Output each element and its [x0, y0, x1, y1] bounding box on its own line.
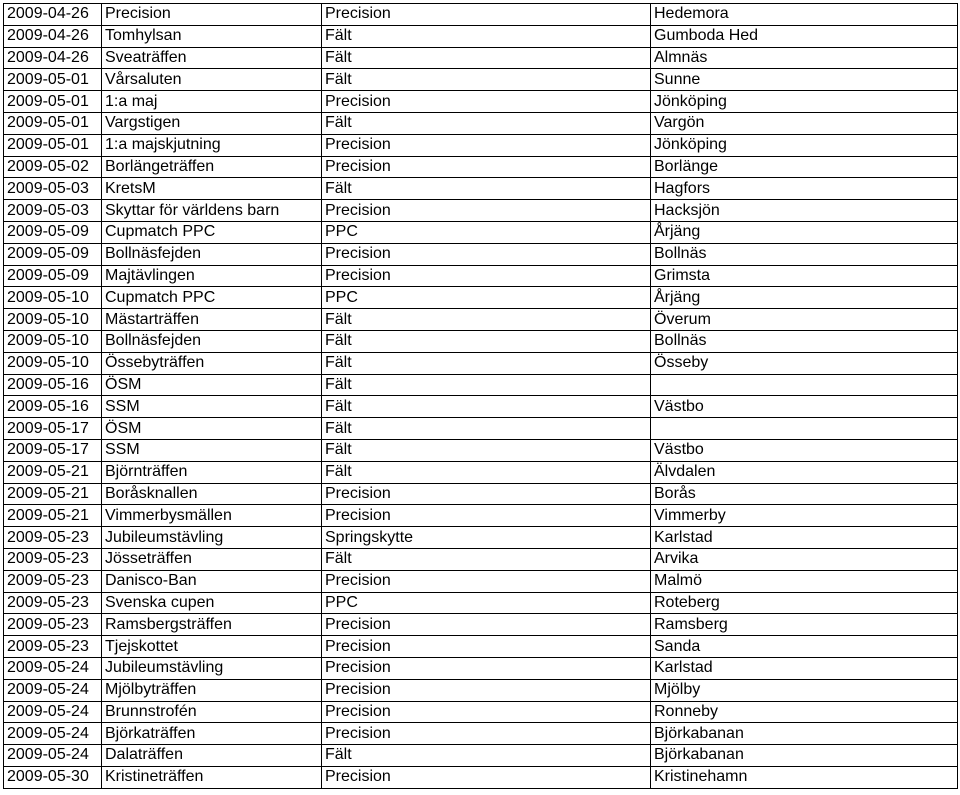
- event-place-cell: Västbo: [651, 396, 958, 418]
- event-type-cell: PPC: [322, 592, 651, 614]
- event-name-cell: Borlängeträffen: [102, 156, 322, 178]
- event-date-cell: 2009-05-03: [4, 178, 102, 200]
- event-type-cell: Fält: [322, 112, 651, 134]
- table-row: [4, 527, 958, 549]
- event-date-cell: 2009-05-24: [4, 745, 102, 767]
- event-type-cell: Precision: [322, 4, 651, 26]
- event-date-cell: 2009-05-21: [4, 483, 102, 505]
- event-type-cell: Fält: [322, 396, 651, 418]
- event-type-cell: PPC: [322, 287, 651, 309]
- event-place-cell: Almnäs: [651, 47, 958, 69]
- event-date-cell: 2009-04-26: [4, 4, 102, 26]
- table-row: [4, 352, 958, 374]
- event-type-cell: Precision: [322, 766, 651, 788]
- event-date-cell: 2009-05-09: [4, 243, 102, 265]
- event-place-cell: Malmö: [651, 570, 958, 592]
- event-date-cell: 2009-05-21: [4, 505, 102, 527]
- table-row: [4, 679, 958, 701]
- event-type-cell: Precision: [322, 614, 651, 636]
- table-row: [4, 636, 958, 658]
- event-date-cell: 2009-05-02: [4, 156, 102, 178]
- event-name-cell: Svenska cupen: [102, 592, 322, 614]
- events-table: [3, 3, 958, 789]
- event-date-cell: 2009-05-23: [4, 636, 102, 658]
- event-type-cell: Fält: [322, 439, 651, 461]
- event-place-cell: Bollnäs: [651, 330, 958, 352]
- event-name-cell: Bollnäsfejden: [102, 243, 322, 265]
- event-name-cell: Ramsbergsträffen: [102, 614, 322, 636]
- event-name-cell: Björnträffen: [102, 461, 322, 483]
- event-date-cell: 2009-05-23: [4, 570, 102, 592]
- event-type-cell: Precision: [322, 91, 651, 113]
- event-place-cell: Kristinehamn: [651, 766, 958, 788]
- event-name-cell: Björkaträffen: [102, 723, 322, 745]
- table-row: [4, 374, 958, 396]
- table-row: [4, 505, 958, 527]
- event-date-cell: 2009-05-17: [4, 439, 102, 461]
- event-place-cell: Bollnäs: [651, 243, 958, 265]
- event-date-cell: 2009-05-23: [4, 527, 102, 549]
- event-place-cell: Årjäng: [651, 221, 958, 243]
- event-date-cell: 2009-04-26: [4, 25, 102, 47]
- table-row: [4, 69, 958, 91]
- table-row: [4, 309, 958, 331]
- event-type-cell: Precision: [322, 570, 651, 592]
- event-type-cell: Springskytte: [322, 527, 651, 549]
- table-row: [4, 723, 958, 745]
- event-type-cell: Fält: [322, 309, 651, 331]
- table-row: [4, 287, 958, 309]
- table-row: [4, 112, 958, 134]
- event-date-cell: 2009-05-10: [4, 330, 102, 352]
- event-name-cell: Jösseträffen: [102, 548, 322, 570]
- table-row: [4, 483, 958, 505]
- table-row: [4, 330, 958, 352]
- table-row: [4, 766, 958, 788]
- event-name-cell: Vimmerbysmällen: [102, 505, 322, 527]
- event-type-cell: Precision: [322, 657, 651, 679]
- table-row: [4, 396, 958, 418]
- event-name-cell: SSM: [102, 396, 322, 418]
- event-name-cell: Danisco-Ban: [102, 570, 322, 592]
- event-type-cell: Fält: [322, 461, 651, 483]
- event-place-cell: Västbo: [651, 439, 958, 461]
- event-place-cell: Jönköping: [651, 91, 958, 113]
- event-name-cell: Tomhylsan: [102, 25, 322, 47]
- event-name-cell: Vargstigen: [102, 112, 322, 134]
- table-row: [4, 47, 958, 69]
- event-date-cell: 2009-05-16: [4, 374, 102, 396]
- event-name-cell: 1:a maj: [102, 91, 322, 113]
- event-name-cell: Brunnstrofén: [102, 701, 322, 723]
- event-name-cell: Kristineträffen: [102, 766, 322, 788]
- event-date-cell: 2009-05-23: [4, 548, 102, 570]
- event-place-cell: Hedemora: [651, 4, 958, 26]
- event-type-cell: Fält: [322, 548, 651, 570]
- table-row: [4, 592, 958, 614]
- event-place-cell: Överum: [651, 309, 958, 331]
- table-row: [4, 156, 958, 178]
- event-date-cell: 2009-05-16: [4, 396, 102, 418]
- event-date-cell: 2009-05-10: [4, 352, 102, 374]
- event-place-cell: Sanda: [651, 636, 958, 658]
- event-name-cell: SSM: [102, 439, 322, 461]
- event-date-cell: 2009-05-24: [4, 723, 102, 745]
- event-date-cell: 2009-05-01: [4, 69, 102, 91]
- table-row: [4, 461, 958, 483]
- event-type-cell: Fält: [322, 374, 651, 396]
- event-date-cell: 2009-05-21: [4, 461, 102, 483]
- event-date-cell: 2009-05-01: [4, 91, 102, 113]
- event-name-cell: Cupmatch PPC: [102, 221, 322, 243]
- table-row: [4, 4, 958, 26]
- event-type-cell: Fält: [322, 47, 651, 69]
- event-place-cell: Borås: [651, 483, 958, 505]
- event-type-cell: Fält: [322, 69, 651, 91]
- event-place-cell: Karlstad: [651, 657, 958, 679]
- table-row: [4, 243, 958, 265]
- event-place-cell: Jönköping: [651, 134, 958, 156]
- event-place-cell: Älvdalen: [651, 461, 958, 483]
- event-date-cell: 2009-05-24: [4, 701, 102, 723]
- event-date-cell: 2009-05-10: [4, 287, 102, 309]
- table-row: [4, 265, 958, 287]
- table-row: [4, 418, 958, 440]
- event-name-cell: Össebyträffen: [102, 352, 322, 374]
- table-row: [4, 745, 958, 767]
- event-type-cell: Precision: [322, 265, 651, 287]
- table-row: [4, 657, 958, 679]
- event-date-cell: 2009-05-23: [4, 592, 102, 614]
- event-place-cell: Roteberg: [651, 592, 958, 614]
- event-place-cell: Borlänge: [651, 156, 958, 178]
- event-type-cell: Precision: [322, 483, 651, 505]
- table-row: [4, 221, 958, 243]
- event-place-cell: Årjäng: [651, 287, 958, 309]
- event-date-cell: 2009-05-09: [4, 221, 102, 243]
- event-name-cell: Dalaträffen: [102, 745, 322, 767]
- event-type-cell: Precision: [322, 156, 651, 178]
- event-date-cell: 2009-05-10: [4, 309, 102, 331]
- event-type-cell: PPC: [322, 221, 651, 243]
- event-type-cell: Precision: [322, 134, 651, 156]
- event-date-cell: 2009-05-30: [4, 766, 102, 788]
- table-row: [4, 570, 958, 592]
- table-row: [4, 91, 958, 113]
- event-type-cell: Fält: [322, 178, 651, 200]
- event-name-cell: Boråsknallen: [102, 483, 322, 505]
- event-name-cell: Skyttar för världens barn: [102, 200, 322, 222]
- event-type-cell: Precision: [322, 701, 651, 723]
- event-name-cell: Jubileumstävling: [102, 527, 322, 549]
- table-row: [4, 548, 958, 570]
- table-row: [4, 134, 958, 156]
- event-type-cell: Fält: [322, 25, 651, 47]
- event-type-cell: Fält: [322, 418, 651, 440]
- table-row: [4, 439, 958, 461]
- table-row: [4, 25, 958, 47]
- event-name-cell: Sveaträffen: [102, 47, 322, 69]
- event-name-cell: Cupmatch PPC: [102, 287, 322, 309]
- event-date-cell: 2009-04-26: [4, 47, 102, 69]
- event-name-cell: Mjölbyträffen: [102, 679, 322, 701]
- event-name-cell: Tjejskottet: [102, 636, 322, 658]
- event-type-cell: Precision: [322, 636, 651, 658]
- event-place-cell: Mjölby: [651, 679, 958, 701]
- event-place-cell: Ronneby: [651, 701, 958, 723]
- event-name-cell: KretsM: [102, 178, 322, 200]
- event-place-cell: Björkabanan: [651, 745, 958, 767]
- table-row: [4, 614, 958, 636]
- event-name-cell: Bollnäsfejden: [102, 330, 322, 352]
- table-row: [4, 200, 958, 222]
- table-row: [4, 701, 958, 723]
- event-date-cell: 2009-05-01: [4, 112, 102, 134]
- event-date-cell: 2009-05-24: [4, 657, 102, 679]
- event-place-cell: Össeby: [651, 352, 958, 374]
- event-place-cell: Grimsta: [651, 265, 958, 287]
- event-type-cell: Fält: [322, 330, 651, 352]
- event-place-cell: Vimmerby: [651, 505, 958, 527]
- event-type-cell: Fält: [322, 352, 651, 374]
- event-date-cell: 2009-05-01: [4, 134, 102, 156]
- event-date-cell: 2009-05-17: [4, 418, 102, 440]
- event-name-cell: Majtävlingen: [102, 265, 322, 287]
- event-place-cell: Ramsberg: [651, 614, 958, 636]
- event-date-cell: 2009-05-24: [4, 679, 102, 701]
- event-place-cell: Karlstad: [651, 527, 958, 549]
- event-name-cell: Precision: [102, 4, 322, 26]
- event-place-cell: Sunne: [651, 69, 958, 91]
- event-place-cell: Arvika: [651, 548, 958, 570]
- event-place-cell: Hagfors: [651, 178, 958, 200]
- event-date-cell: 2009-05-03: [4, 200, 102, 222]
- event-place-cell: Björkabanan: [651, 723, 958, 745]
- event-name-cell: Jubileumstävling: [102, 657, 322, 679]
- event-date-cell: 2009-05-09: [4, 265, 102, 287]
- event-place-cell: Hacksjön: [651, 200, 958, 222]
- events-table-body: [4, 4, 958, 789]
- event-type-cell: Precision: [322, 243, 651, 265]
- event-place-cell: Vargön: [651, 112, 958, 134]
- event-type-cell: Precision: [322, 723, 651, 745]
- event-type-cell: Precision: [322, 505, 651, 527]
- event-name-cell: Mästarträffen: [102, 309, 322, 331]
- event-date-cell: 2009-05-23: [4, 614, 102, 636]
- event-place-cell: Gumboda Hed: [651, 25, 958, 47]
- event-type-cell: Precision: [322, 200, 651, 222]
- table-row: [4, 178, 958, 200]
- event-type-cell: Fält: [322, 745, 651, 767]
- event-name-cell: Vårsaluten: [102, 69, 322, 91]
- event-name-cell: 1:a majskjutning: [102, 134, 322, 156]
- event-name-cell: ÖSM: [102, 374, 322, 396]
- event-type-cell: Precision: [322, 679, 651, 701]
- event-place-cell: [651, 374, 958, 396]
- event-place-cell: [651, 418, 958, 440]
- event-name-cell: ÖSM: [102, 418, 322, 440]
